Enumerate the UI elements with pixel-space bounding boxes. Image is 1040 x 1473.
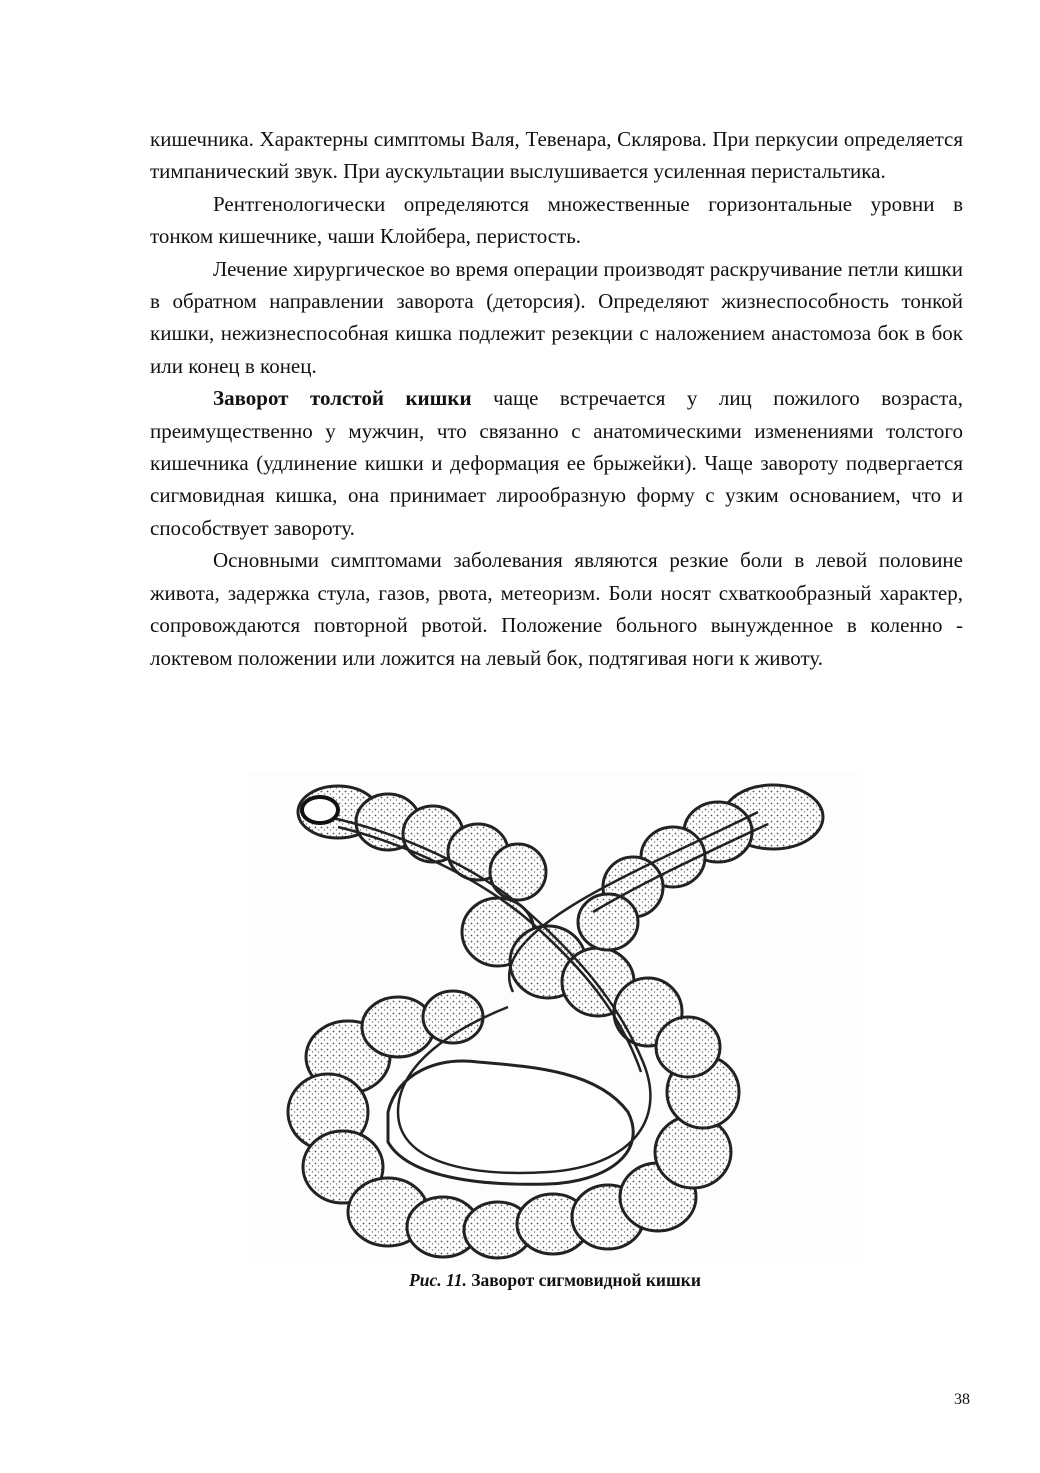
paragraph-5: Основными симптомами заболевания являются резкие боли в левой половине живота, задержка стула, газов, рвота, метеоризм. Боли носят схваткообразный характер, сопровождаются повторной рвотой. Положение больного вынужденное в коленно - локтевом положении или ложится на левый бок, подтягивая ноги к животу. xyxy=(150,548,963,670)
figure-sigmoid-volvulus-illustration xyxy=(248,772,862,1262)
figure-caption xyxy=(248,1270,862,1291)
page-number: 38 xyxy=(954,1391,970,1408)
colon-drawing xyxy=(248,772,862,1262)
paragraph-4-heading: Заворот толстой кишки xyxy=(213,386,472,411)
body-text xyxy=(150,123,963,674)
figure-caption-label: Рис. 11. xyxy=(409,1270,467,1290)
paragraph-1: кишечника. Характерны симптомы Валя, Тевенара, Склярова. При перкусии определяется тимпанический звук. При аускультации выслушивается усиленная перистальтика. xyxy=(150,127,963,184)
paragraph-4-text: чаще встречается у лиц пожилого возраста, преимущественно у мужчин, что связанно с анатомическими изменениями толстого кишечника (удлинение кишки и деформация ее брыжейки). Чаще завороту подвергается сигмовидная кишка, она принимает лирообразную форму с узким основанием, что и способствует завороту. xyxy=(150,386,963,540)
paragraph-2: Рентгенологически определяются множественные горизонтальные уровни в тонком кишечнике, чаши Клойбера, перистость. xyxy=(150,191,963,249)
paragraph-3: Лечение хирургическое во время операции производят раскручивание петли кишки в обратном направлении заворота (деторсия). Определяют жизнеспособность тонкой кишки, нежизнеспособная кишка подлежит резекции с наложением анастомоза бок в бок или конец в конец. xyxy=(150,256,963,378)
paragraph-4 xyxy=(150,382,963,544)
figure-caption-text: Заворот сигмовидной кишки xyxy=(466,1270,701,1290)
